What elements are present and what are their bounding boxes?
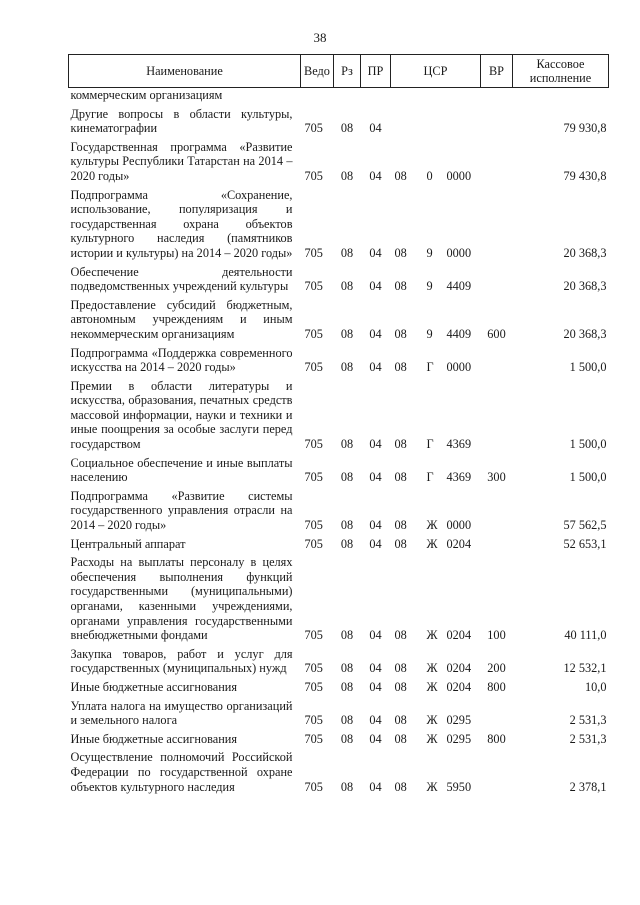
table-row xyxy=(69,746,609,794)
row-rz: 08 xyxy=(340,779,354,794)
row-pr: 04 xyxy=(369,779,382,794)
row-csr-program: 08 xyxy=(394,661,407,676)
row-csr-subprogram: 0 xyxy=(426,168,433,183)
row-vr: 200 xyxy=(487,661,506,676)
row-name: Социальное обеспечение и иные выплаты населению xyxy=(70,455,293,485)
row-csr-direction: 4369 xyxy=(446,470,472,485)
row-rz: 08 xyxy=(340,437,354,452)
row-name: Уплата налога на имущество организаций и земельного налога xyxy=(70,698,293,728)
row-sum: 2 378,1 xyxy=(569,779,607,794)
header-rz: Рз xyxy=(334,55,361,88)
row-name: Иные бюджетные ассигнования xyxy=(70,731,238,746)
row-csr-program xyxy=(391,88,421,103)
header-vr: ВР xyxy=(481,55,513,88)
row-pr: 04 xyxy=(369,731,382,746)
row-rz: 08 xyxy=(340,326,354,341)
row-csr-subprogram: Ж xyxy=(426,713,438,728)
row-ved: 705 xyxy=(304,437,323,452)
row-csr-program: 08 xyxy=(394,518,407,533)
row-sum: 20 368,3 xyxy=(563,279,607,294)
row-csr-subprogram xyxy=(421,103,443,136)
row-vr: 100 xyxy=(487,628,506,643)
row-name: Подпрограмма «Развитие системы государственного управления отрасли на 2014 – 2020 годы» xyxy=(70,488,293,533)
row-ved: 705 xyxy=(304,731,323,746)
row-csr-program: 08 xyxy=(394,437,407,452)
table-row xyxy=(69,533,609,552)
table-row xyxy=(69,728,609,747)
row-vr xyxy=(481,485,513,533)
row-pr: 04 xyxy=(369,518,382,533)
row-vr xyxy=(481,103,513,136)
row-rz: 08 xyxy=(340,628,354,643)
row-sum: 79 430,8 xyxy=(563,168,607,183)
row-csr-subprogram: Ж xyxy=(426,518,438,533)
row-csr-direction: 0000 xyxy=(446,518,472,533)
row-rz: 08 xyxy=(340,731,354,746)
row-csr-direction: 0295 xyxy=(446,713,472,728)
row-csr-subprogram: Ж xyxy=(426,731,438,746)
row-pr: 04 xyxy=(369,713,382,728)
row-csr-direction: 0204 xyxy=(446,536,472,551)
header-ved: Ведо xyxy=(301,55,334,88)
row-pr: 04 xyxy=(369,360,382,375)
row-rz: 08 xyxy=(340,661,354,676)
row-csr-direction: 0204 xyxy=(446,628,472,643)
row-vr xyxy=(481,375,513,452)
row-csr-program: 08 xyxy=(394,279,407,294)
row-rz xyxy=(334,88,361,103)
row-pr: 04 xyxy=(369,245,382,260)
row-csr-direction: 0000 xyxy=(446,245,472,260)
row-csr-subprogram xyxy=(421,88,443,103)
row-csr-subprogram: 9 xyxy=(426,279,433,294)
row-vr xyxy=(481,184,513,261)
row-csr-direction: 0000 xyxy=(446,168,472,183)
row-pr: 04 xyxy=(369,628,382,643)
row-csr-subprogram: Г xyxy=(426,470,434,485)
row-vr xyxy=(481,746,513,794)
row-csr-subprogram: Ж xyxy=(426,536,438,551)
row-csr-subprogram: 9 xyxy=(426,245,433,260)
table-row xyxy=(69,643,609,676)
row-csr-direction xyxy=(443,88,481,103)
row-pr: 04 xyxy=(369,679,382,694)
header-pr: ПР xyxy=(361,55,391,88)
table-row xyxy=(69,88,609,103)
row-ved: 705 xyxy=(304,279,323,294)
row-csr-program: 08 xyxy=(394,628,407,643)
row-ved: 705 xyxy=(304,245,323,260)
row-ved: 705 xyxy=(304,326,323,341)
row-csr-direction xyxy=(443,103,481,136)
row-sum: 52 653,1 xyxy=(563,536,607,551)
row-sum: 12 532,1 xyxy=(563,661,607,676)
row-rz: 08 xyxy=(340,360,354,375)
table-row xyxy=(69,695,609,728)
row-ved: 705 xyxy=(304,470,323,485)
row-sum: 2 531,3 xyxy=(569,731,607,746)
row-rz: 08 xyxy=(340,279,354,294)
row-rz: 08 xyxy=(340,679,354,694)
table-row xyxy=(69,452,609,485)
table-row xyxy=(69,136,609,184)
row-csr-program xyxy=(391,103,421,136)
row-name: коммерческим организациям xyxy=(70,88,223,102)
row-sum: 57 562,5 xyxy=(563,518,607,533)
row-name: Подпрограмма «Поддержка современного искусства на 2014 – 2020 годы» xyxy=(70,345,293,375)
header-csr: ЦСР xyxy=(391,55,481,88)
row-csr-subprogram: Ж xyxy=(426,661,438,676)
row-sum: 1 500,0 xyxy=(569,470,607,485)
row-csr-program: 08 xyxy=(394,779,407,794)
table-header xyxy=(69,55,609,88)
row-vr xyxy=(481,695,513,728)
row-csr-program: 08 xyxy=(394,326,407,341)
row-rz: 08 xyxy=(340,518,354,533)
row-name: Другие вопросы в области культуры, кинематографии xyxy=(70,106,293,136)
row-pr: 04 xyxy=(369,470,382,485)
row-pr: 04 xyxy=(369,168,382,183)
table-row xyxy=(69,261,609,294)
row-vr xyxy=(481,136,513,184)
row-vr xyxy=(481,533,513,552)
row-csr-program: 08 xyxy=(394,168,407,183)
row-ved: 705 xyxy=(304,679,323,694)
row-csr-program: 08 xyxy=(394,470,407,485)
row-rz: 08 xyxy=(340,245,354,260)
row-ved xyxy=(301,88,334,103)
row-pr: 04 xyxy=(369,437,382,452)
row-sum: 10,0 xyxy=(584,679,607,694)
row-csr-direction: 5950 xyxy=(446,779,472,794)
row-vr xyxy=(481,261,513,294)
row-pr: 04 xyxy=(369,121,382,136)
row-ved: 705 xyxy=(304,518,323,533)
row-sum: 2 531,3 xyxy=(569,713,607,728)
row-rz: 08 xyxy=(340,713,354,728)
row-csr-program: 08 xyxy=(394,360,407,375)
row-name: Государственная программа «Развитие культуры Республики Татарстан на 2014 – 2020 годы» xyxy=(70,139,293,183)
row-csr-direction: 4369 xyxy=(446,437,472,452)
row-vr: 300 xyxy=(487,470,506,485)
table-row xyxy=(69,103,609,136)
row-ved: 705 xyxy=(304,628,323,643)
row-vr xyxy=(481,88,513,103)
table-row xyxy=(69,676,609,695)
row-vr: 600 xyxy=(487,326,506,341)
row-name: Премии в области литературы и искусства, образования, печатных средств массовой информации, науки и техники и иные поощрения за особые заслуги перед государством xyxy=(70,378,293,452)
row-vr: 800 xyxy=(487,731,506,746)
row-pr xyxy=(361,88,391,103)
table-row xyxy=(69,342,609,375)
budget-table xyxy=(68,54,609,794)
table-body xyxy=(69,88,609,795)
row-vr: 800 xyxy=(487,679,506,694)
row-name: Предоставление субсидий бюджетным, автономным учреждениям и иным некоммерческим организациям xyxy=(70,297,293,341)
row-name: Центральный аппарат xyxy=(70,536,186,551)
row-csr-program: 08 xyxy=(394,713,407,728)
row-ved: 705 xyxy=(304,536,323,551)
row-sum: 1 500,0 xyxy=(569,437,607,452)
row-pr: 04 xyxy=(369,326,382,341)
row-rz: 08 xyxy=(340,121,354,136)
row-name: Обеспечение деятельности подведомственных учреждений культуры xyxy=(70,264,293,294)
row-csr-program: 08 xyxy=(394,731,407,746)
row-rz: 08 xyxy=(340,536,354,551)
header-name: Наименование xyxy=(69,55,301,88)
row-name: Осуществление полномочий Российской Федерации по государственной охране объектов культурного наследия xyxy=(70,750,293,794)
row-name: Подпрограмма «Сохранение, использование, популяризация и государственная охрана объектов культурного наследия (памятников истории и культуры) на 2014 – 2020 годы» xyxy=(70,187,293,260)
row-csr-subprogram: Ж xyxy=(426,779,438,794)
row-sum: 79 930,8 xyxy=(563,121,607,136)
row-rz: 08 xyxy=(340,470,354,485)
row-ved: 705 xyxy=(304,661,323,676)
row-csr-subprogram: Ж xyxy=(426,679,438,694)
row-name: Закупка товаров, работ и услуг для государственных (муниципальных) нужд xyxy=(70,646,293,676)
row-csr-program: 08 xyxy=(394,679,407,694)
row-pr: 04 xyxy=(369,661,382,676)
row-pr: 04 xyxy=(369,536,382,551)
row-sum: 20 368,3 xyxy=(563,245,607,260)
row-csr-direction: 0204 xyxy=(446,661,472,676)
row-ved: 705 xyxy=(304,121,323,136)
row-sum: 40 111,0 xyxy=(564,628,607,643)
table-row xyxy=(69,551,609,643)
row-sum xyxy=(513,88,609,103)
row-csr-direction: 0204 xyxy=(446,679,472,694)
row-csr-direction: 0000 xyxy=(446,360,472,375)
row-ved: 705 xyxy=(304,168,323,183)
header-sum: Кассовое исполнение xyxy=(513,55,609,88)
row-csr-subprogram: 9 xyxy=(426,326,433,341)
row-rz: 08 xyxy=(340,168,354,183)
row-csr-direction: 0295 xyxy=(446,731,472,746)
row-ved: 705 xyxy=(304,360,323,375)
row-csr-program: 08 xyxy=(394,245,407,260)
table-row xyxy=(69,294,609,342)
row-sum: 20 368,3 xyxy=(563,326,607,341)
row-ved: 705 xyxy=(304,713,323,728)
table-row xyxy=(69,375,609,452)
row-csr-program: 08 xyxy=(394,536,407,551)
row-csr-subprogram: Г xyxy=(426,437,434,452)
page-number: 38 xyxy=(313,30,327,45)
row-name: Расходы на выплаты персоналу в целях обеспечения выполнения функций государственными (муниципальными) органами, казенными учреждениями, органами управления государственными внебюджетными фондами xyxy=(70,555,293,643)
row-ved: 705 xyxy=(304,779,323,794)
row-csr-subprogram: Ж xyxy=(426,628,438,643)
row-csr-direction: 4409 xyxy=(446,326,472,341)
row-sum: 1 500,0 xyxy=(569,360,607,375)
row-vr xyxy=(481,342,513,375)
table-row xyxy=(69,485,609,533)
row-name: Иные бюджетные ассигнования xyxy=(70,679,238,694)
row-csr-direction: 4409 xyxy=(446,279,472,294)
row-csr-subprogram: Г xyxy=(426,360,434,375)
table-row xyxy=(69,184,609,261)
row-pr: 04 xyxy=(369,279,382,294)
